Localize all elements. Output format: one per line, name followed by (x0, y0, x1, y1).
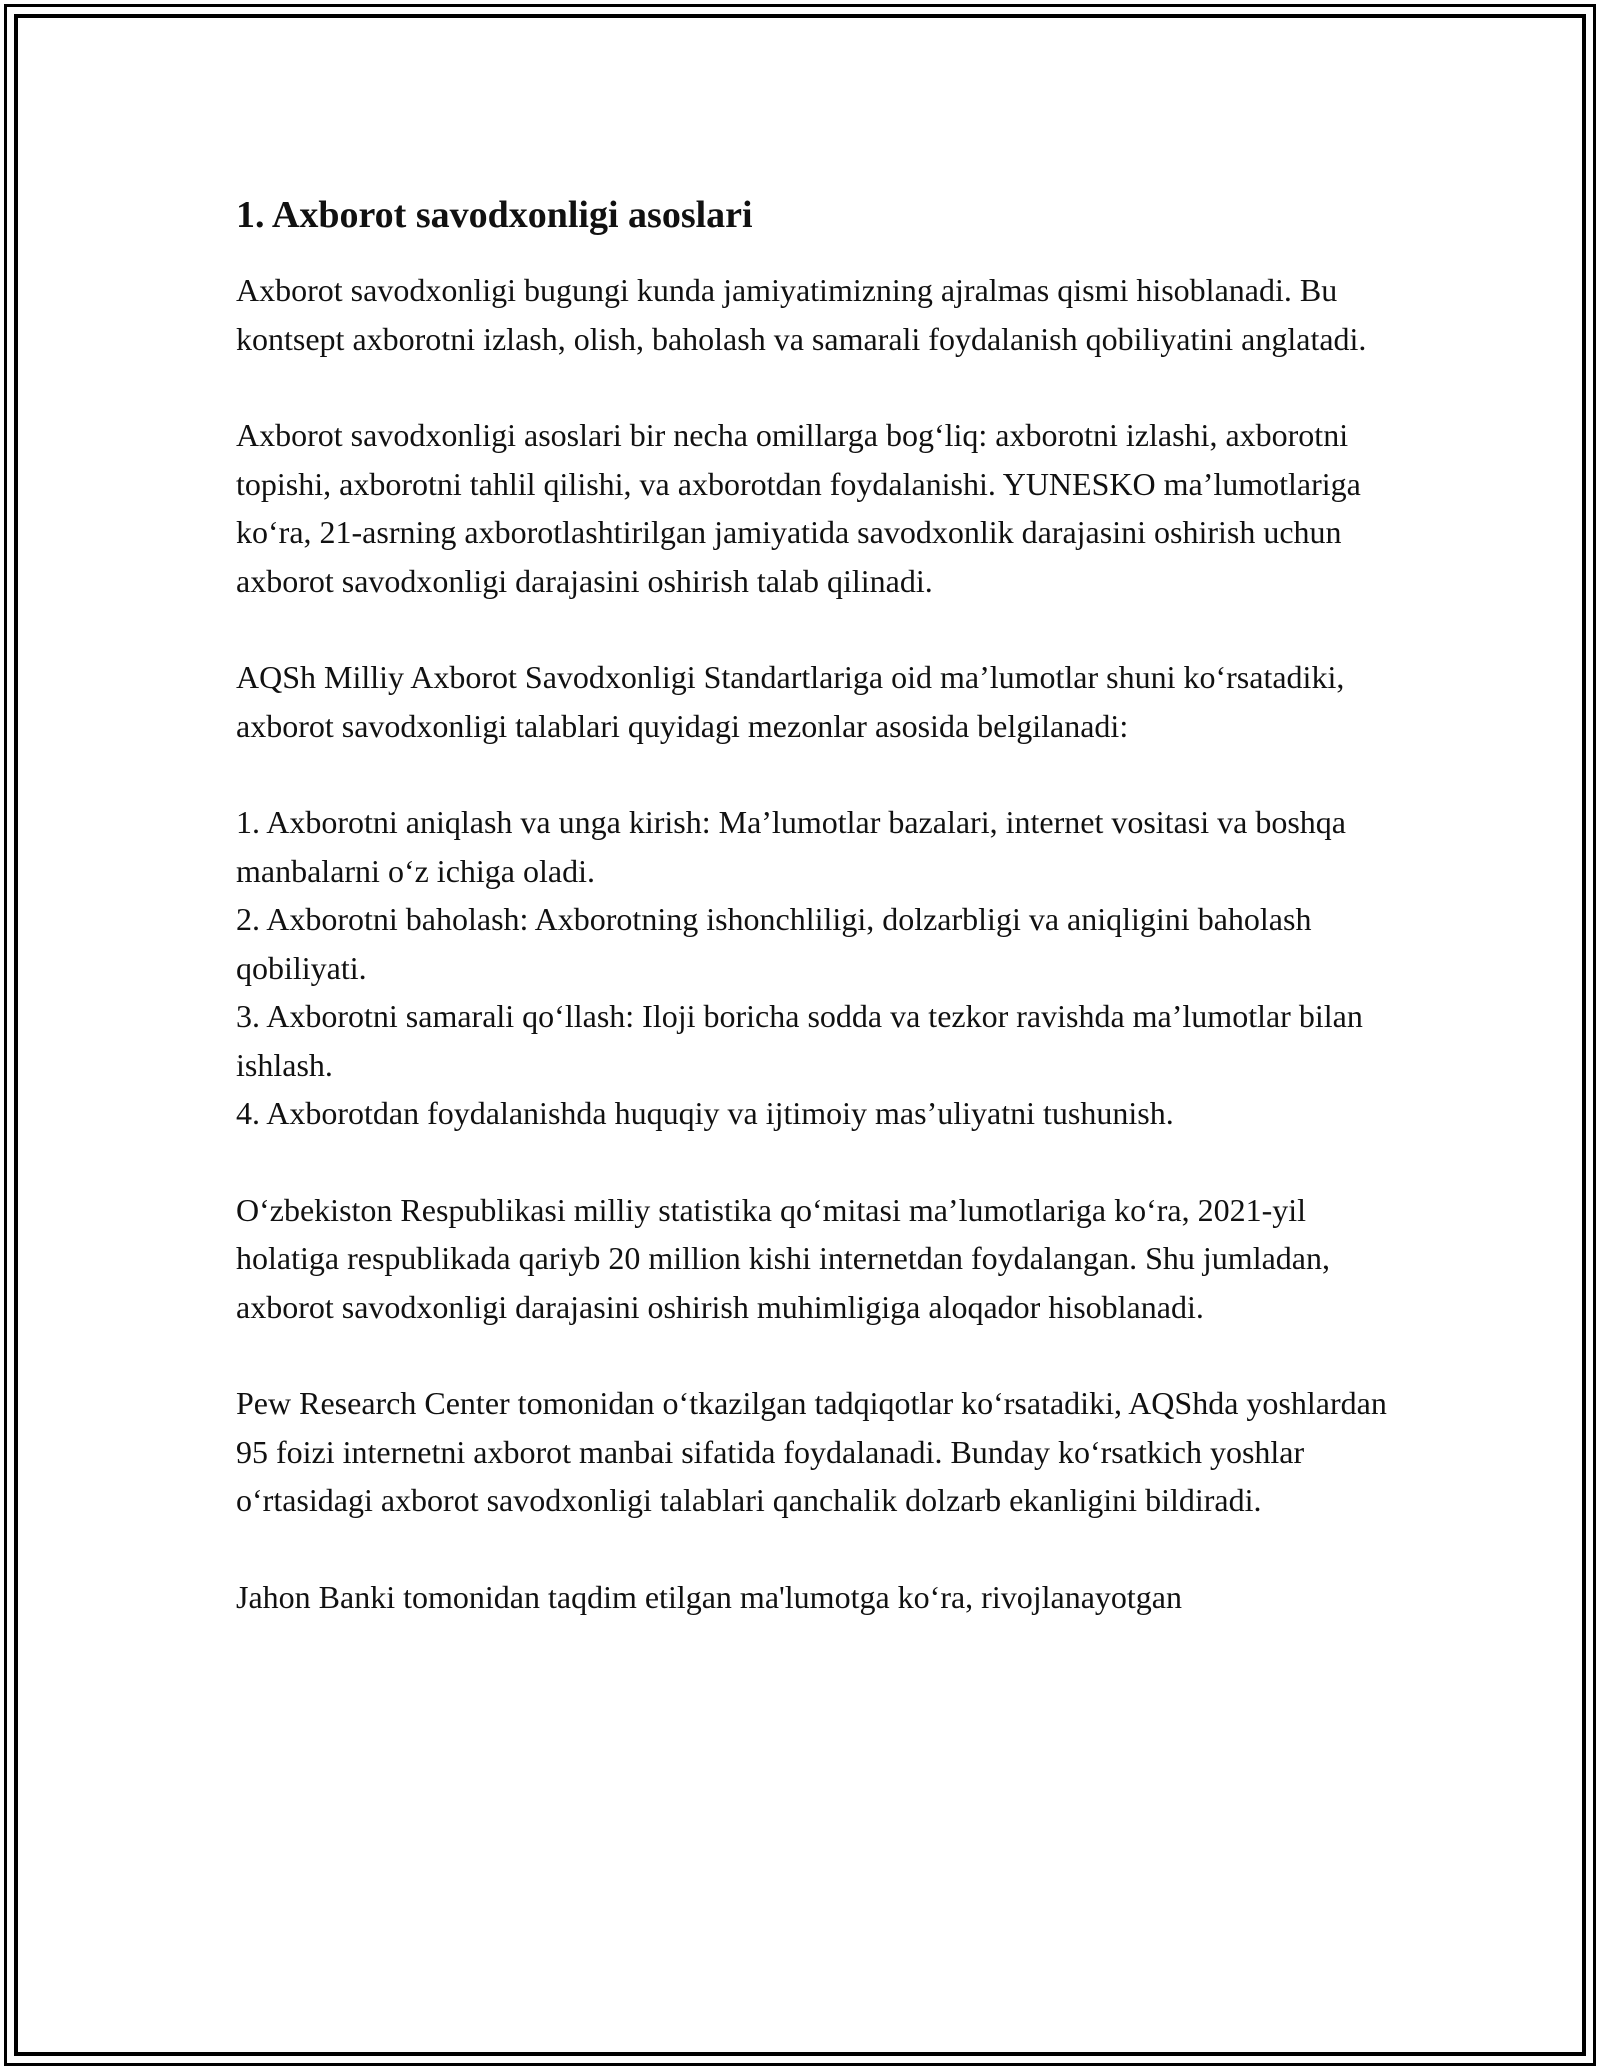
criteria-list (236, 798, 1396, 1138)
document-body (236, 186, 1396, 1669)
list-item: 3. Axborotni samarali qo‘llash: Iloji boricha sodda va tezkor ravishda ma’lumotlar bilan ishlash. (236, 998, 1363, 1083)
list-item: 4. Axborotdan foydalanishda huquqiy va ijtimoiy mas’uliyatni tushunish. (236, 1095, 1174, 1131)
paragraph-world-bank: Jahon Banki tomonidan taqdim etilgan ma'lumotga ko‘ra, rivojlanayotgan (236, 1578, 1182, 1615)
paragraph-uzbekistan-stats: O‘zbekiston Respublikasi milliy statistika qo‘mitasi ma’lumotlariga ko‘ra, 2021-yil holatiga respublikada qariyb 20 million kishi internetdan foydalangan. Shu jumladan, axborot savodxonligi darajasini oshirish muhimligiga aloqador hisoblanadi. (236, 1191, 1330, 1325)
paragraph-standards: AQSh Milliy Axborot Savodxonligi Standartlariga oid ma’lumotlar shuni ko‘rsatadiki, axborot savodxonligi talablari quyidagi mezonlar asosida belgilanadi: (236, 659, 1345, 744)
paragraph-foundations: Axborot savodxonligi asoslari bir necha omillarga bog‘liq: axborotni izlashi, axborotni topishi, axborotni tahlil qilishi, va axborotdan foydalanishi. YUNESKO ma’lumotlariga ko‘ra, 21-asrning axborotlashtirilgan jamiyatida savodxonlik darajasini oshirish uchun axborot savodxonligi darajasini oshirish talab qilinadi. (236, 417, 1361, 599)
paragraph-pew-research: Pew Research Center tomonidan o‘tkazilgan tadqiqotlar ko‘rsatadiki, AQShda yoshlardan 95 foizi internetni axborot manbai sifatida foydalanadi. Bunday ko‘rsatkich yoshlar o‘rtasidagi axborot savodxonligi talablari qanchalik dolzarb ekanligini bildiradi. (236, 1385, 1387, 1518)
section-heading: 1. Axborot savodxonligi asoslari (236, 194, 753, 236)
paragraph-intro: Axborot savodxonligi bugungi kunda jamiyatimizning ajralmas qismi hisoblanadi. Bu kontsept axborotni izlash, olish, baholash va samarali foydalanish qobiliyatini anglatadi. (236, 272, 1367, 357)
list-item: 1. Axborotni aniqlash va unga kirish: Ma’lumotlar bazalari, internet vositasi va boshqa manbalarni o‘z ichiga oladi. (236, 804, 1346, 889)
list-item: 2. Axborotni baholash: Axborotning ishonchliligi, dolzarbligi va aniqligini baholash qobiliyati. (236, 901, 1312, 986)
